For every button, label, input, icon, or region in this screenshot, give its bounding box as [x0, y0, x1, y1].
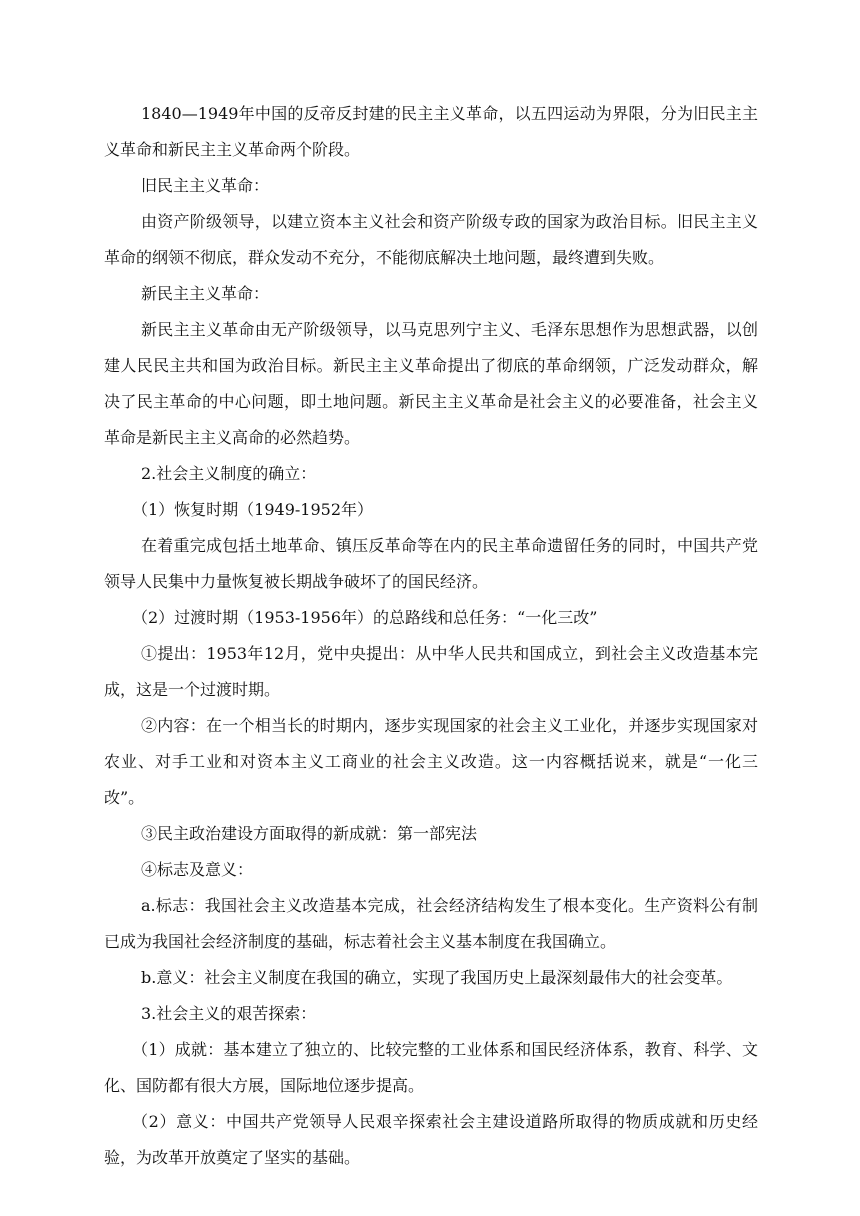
heading-socialist-exploration: 3.社会主义的艰苦探索：	[141, 1004, 317, 1023]
paragraph-intro: 1840—1949年中国的反帝反封建的民主主义革命，以五四运动为界限，分为旧民主主义革命和新民主主义革命两个阶段。	[104, 104, 758, 159]
paragraph-proposal: ①提出：1953年12月，党中央提出：从中华人民共和国成立，到社会主义改造基本完成，这是一个过渡时期。	[104, 644, 758, 699]
paragraph-recovery-period: 在着重完成包括土地革命、镇压反革命等在内的民主革命遗留任务的同时，中国共产党领导人民集中力量恢复被长期战争破坏了的国民经济。	[104, 536, 758, 591]
subheading-recovery-period: （1）恢复时期（1949-1952年）	[132, 500, 374, 519]
paragraph-marker: a.标志：我国社会主义改造基本完成，社会经济结构发生了根本变化。生产资料公有制已成为我国社会经济制度的基础，标志着社会主义基本制度在我国确立。	[104, 896, 758, 951]
heading-new-democratic-revolution: 新民主主义革命：	[141, 284, 270, 303]
paragraph-achievements: （1）成就：基本建立了独立的、比较完整的工业体系和国民经济体系，教育、科学、文化、国防都有很大方展，国际地位逐步提高。	[104, 1040, 758, 1095]
document-body	[104, 96, 758, 1176]
heading-socialist-system-establishment: 2.社会主义制度的确立：	[141, 464, 317, 483]
paragraph-exploration-significance: （2）意义：中国共产党领导人民艰辛探索社会主建设道路所取得的物质成就和历史经验，为改革开放奠定了坚实的基础。	[104, 1112, 758, 1167]
paragraph-significance: b.意义：社会主义制度在我国的确立，实现了我国历史上最深刻最伟大的社会变革。	[141, 968, 733, 987]
heading-old-democratic-revolution: 旧民主主义革命：	[141, 176, 270, 195]
heading-marker-significance: ④标志及意义：	[141, 860, 254, 879]
paragraph-content: ②内容：在一个相当长的时期内，逐步实现国家的社会主义工业化，并逐步实现国家对农业、对手工业和对资本主义工商业的社会主义改造。这一内容概括说来，就是“一化三改”。	[104, 716, 758, 807]
subheading-transition-period: （2）过渡时期（1953-1956年）的总路线和总任务：“一化三改”	[132, 608, 598, 627]
paragraph-old-democratic-revolution: 由资产阶级领导，以建立资本主义社会和资产阶级专政的国家为政治目标。旧民主主义革命的纲领不彻底，群众发动不充分，不能彻底解决土地问题，最终遭到失败。	[104, 212, 758, 267]
paragraph-democratic-achievement: ③民主政治建设方面取得的新成就：第一部宪法	[141, 824, 478, 843]
paragraph-new-democratic-revolution: 新民主主义革命由无产阶级领导，以马克思列宁主义、毛泽东思想作为思想武器，以创建人民民主共和国为政治目标。新民主主义革命提出了彻底的革命纲领，广泛发动群众，解决了民主革命的中心问题，即土地问题。新民主主义革命是社会主义的必要准备，社会主义革命是新民主主义高命的必然趋势。	[104, 320, 758, 447]
